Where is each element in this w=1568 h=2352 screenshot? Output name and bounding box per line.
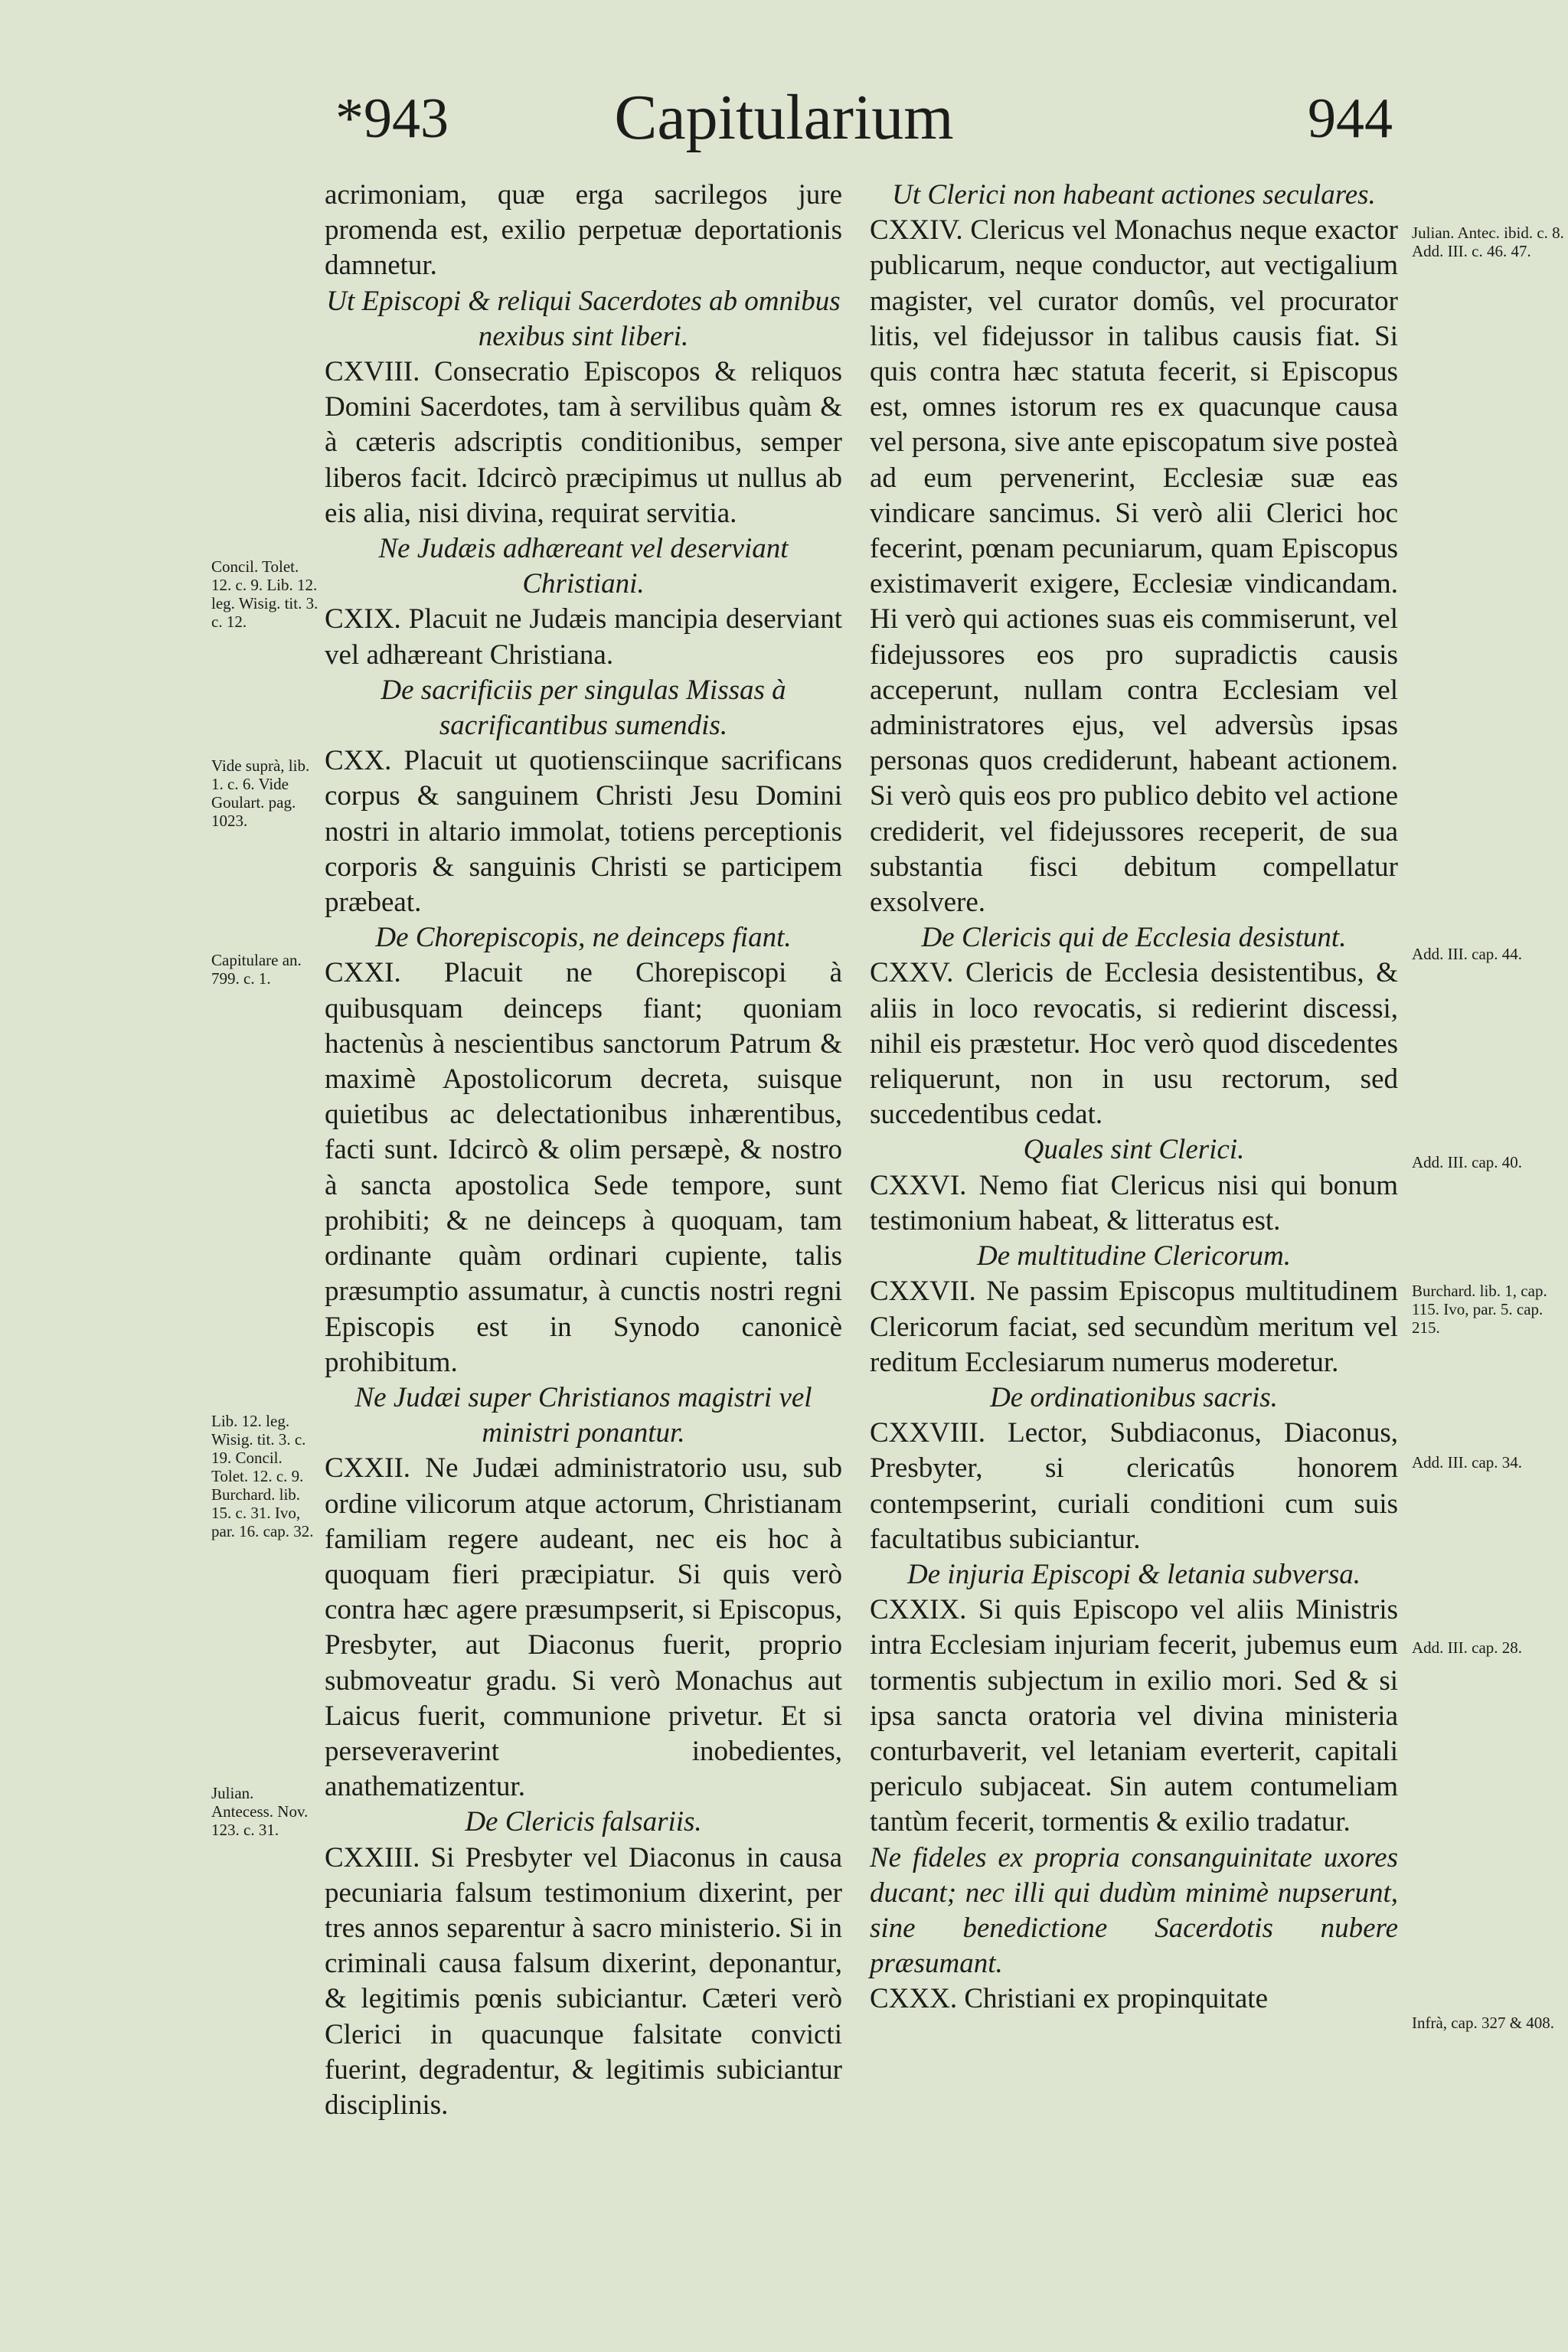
- chapter-heading: De Clericis qui de Ecclesia desistunt.: [921, 922, 1347, 954]
- margin-note-right: Add. III. cap. 44.: [1412, 945, 1523, 963]
- margin-note-left: Julian. Antecess. Nov. 123. c. 31.: [211, 1784, 309, 1839]
- chapter-heading: De sacrificiis per singulas Missas à sacrificantibus sumendis.: [381, 674, 786, 742]
- margin-note-right: Add. III. cap. 28.: [1412, 1638, 1523, 1657]
- margin-note-right: Add. III. cap. 34.: [1412, 1453, 1523, 1472]
- margin-note-right: Infrà, cap. 327 & 408.: [1412, 2014, 1555, 2032]
- chapter-heading: Ne fideles ex propria consanguinitate uxores ducant; nec illi qui dudùm minimè nupserunt, sine benedictione Sacerdotis nubere præsumant.: [870, 1841, 1398, 1980]
- margin-note-right: Julian. Antec. ibid. c. 8. Add. III. c. 46. 47.: [1412, 224, 1564, 260]
- margin-note-right: Burchard. lib. 1, cap. 115. Ivo, par. 5. cap. 215.: [1412, 1282, 1547, 1337]
- chapter-heading: Ut Episcopi & reliqui Sacerdotes ab omnibus nexibus sint liberi.: [326, 285, 841, 352]
- chapter-heading: Quales sint Clerici.: [1023, 1134, 1245, 1166]
- page-number-left: *943: [335, 87, 449, 150]
- paragraph: CXX. Placuit ut quotiensciinque sacrificans corpus & sanguinem Christi Jesu Domini nostri in altario immolat, totiens perceptionis corporis & sanguinis Christi se participem præbeat.: [325, 745, 842, 919]
- margin-note-left: Capitulare an. 799. c. 1.: [211, 951, 302, 988]
- paragraph: CXXI. Placuit ne Chorepiscopi à quibusquam deinceps fiant; quoniam hactenùs à nescientibus sanctorum Patrum & maximè Apostolicorum decreta, suisque quietibus ac delectationibus inhærentibus, facti sunt. Idcircò & olim persæpè, & nostro à sancta apostolica Sede tempore, sunt prohibiti; & ne deinceps à quoquam, tam ordinante quàm ordinari cupiente, talis præsumptio assumatur, à cunctis nostri regni Episcopis est in Synodo canonicè prohibitum.: [325, 957, 842, 1378]
- margin-note-left: Lib. 12. leg. Wisig. tit. 3. c. 19. Concil. Tolet. 12. c. 9. Burchard. lib. 15. c. 31. Ivo, par. 16. cap. 32.: [211, 1412, 314, 1540]
- chapter-heading: Ne Judæi super Christianos magistri vel ministri ponantur.: [354, 1381, 812, 1449]
- margin-note-left: Concil. Tolet. 12. c. 9. Lib. 12. leg. Wisig. tit. 3. c. 12.: [211, 557, 318, 631]
- paragraph: CXXVII. Ne passim Episcopus multitudinem Clericorum faciat, sed secundùm meritum vel reditum Ecclesiarum numerus moderetur.: [870, 1276, 1398, 1378]
- paragraph: CXXII. Ne Judæi administratorio usu, sub ordine vilicorum atque actorum, Christianam familiam regere audeant, nec eis hoc à quoquam fieri præcipiatur. Si quis verò contra hæc agere præsumpserit, si Episcopus, Presbyter, aut Diaconus fuerit, proprio submoveatur gradu. Si verò Monachus aut Laicus fuerit, communione privetur. Et si perseveraverint inobedientes, anathematizentur.: [325, 1452, 842, 1803]
- paragraph: CXXIX. Si quis Episcopo vel aliis Ministris intra Ecclesiam injuriam fecerit, jubemus eum tormentis subjectum in exilio mori. Sed & si ipsa sancta oratoria vel divina ministeria conturbaverit, vel letaniam everterit, capitali periculo subjaceat. Sin autem contumeliam tantùm fecerit, tormentis & exilio tradatur.: [870, 1594, 1398, 1838]
- paragraph: CXXIII. Si Presbyter vel Diaconus in causa pecuniaria falsum testimonium dixerint, per tres annos separentur à sacro ministerio. Si in criminali causa falsum dixerint, deponantur, & legitimis pœnis subiciantur. Cæteri verò Clerici in quacunque falsitate convicti fuerint, degradentur, & legitimis subiciantur disciplinis.: [325, 1841, 842, 2121]
- chapter-heading: De ordinationibus sacris.: [990, 1381, 1278, 1413]
- margin-note-right: Add. III. cap. 40.: [1412, 1153, 1523, 1171]
- left-text-column: [325, 178, 842, 2123]
- paragraph: CXXVI. Nemo fiat Clericus nisi qui bonum testimonium habeat, & litteratus est.: [870, 1169, 1398, 1236]
- paragraph: CXXX. Christiani ex propinquitate: [870, 1983, 1268, 2015]
- page-number-right: 944: [1308, 87, 1393, 150]
- right-text-column: [870, 178, 1398, 2017]
- running-title: Capitularium: [614, 82, 954, 153]
- chapter-heading: De injuria Episcopi & letania subversa.: [907, 1558, 1361, 1590]
- paragraph: acrimoniam, quæ erga sacrilegos jure promenda est, exilio perpetuæ deportationis damnetur.: [325, 179, 842, 282]
- paragraph: CXIX. Placuit ne Judæis mancipia deserviant vel adhæreant Christiana.: [325, 603, 842, 671]
- paragraph: CXXV. Clericis de Ecclesia desistentibus, & aliis in loco revocatis, si redierint discessi, nihil eis præstetur. Hoc verò quod discedentes reliquerunt, non in usu rectorum, sed succedentibus cedat.: [870, 957, 1398, 1131]
- chapter-heading: De multitudine Clericorum.: [976, 1240, 1292, 1272]
- chapter-heading: De Clericis falsariis.: [465, 1806, 702, 1838]
- chapter-heading: Ut Clerici non habeant actiones seculares.: [892, 179, 1376, 211]
- margin-note-left: Vide suprà, lib. 1. c. 6. Vide Goulart. pag. 1023.: [211, 756, 310, 830]
- paragraph: CXVIII. Consecratio Episcopos & reliquos Domini Sacerdotes, tam à servilibus quàm & à cæteris adscriptis conditionibus, semper liberos facit. Idcircò præcipimus ut nullus ab eis alia, nisi divina, requirat servitia.: [325, 356, 842, 529]
- paragraph: CXXVIII. Lector, Subdiaconus, Diaconus, Presbyter, si clericatûs honorem contempserint, curiali conditioni cum suis facultatibus subiciantur.: [870, 1417, 1398, 1555]
- chapter-heading: Ne Judæis adhæreant vel deserviant Christiani.: [378, 533, 789, 600]
- paragraph: CXXIV. Clericus vel Monachus neque exactor publicarum, neque conductor, aut vectigalium magister, vel curator domûs, vel procurator litis, vel fidejussor in talibus causis fiat. Si quis contra hæc statuta fecerit, si Episcopus est, omnes istorum res ex quacunque causa vel persona, sive ante episcopatum sive posteà ad eum pervenerint, Ecclesiæ suæ eas vindicare sancimus. Si verò alii Clerici hoc fecerint, pœnam pecuniarum, quam Episcopus existimaverit exigere, Ecclesiæ vindicandam. Hi verò qui actiones suas eis commiserunt, vel fidejussores eos pro supradictis causis acceperunt, nullam contra Ecclesiam vel administratores ejus, vel adversùs ipsas personas quos crediderunt, habeant actionem. Si verò quis eos pro publico debito vel actione crediderit, vel fidejussores receperit, de sua substantia fisci debitum compellatur exsolvere.: [870, 214, 1398, 919]
- chapter-heading: De Chorepiscopis, ne deinceps fiant.: [375, 922, 792, 954]
